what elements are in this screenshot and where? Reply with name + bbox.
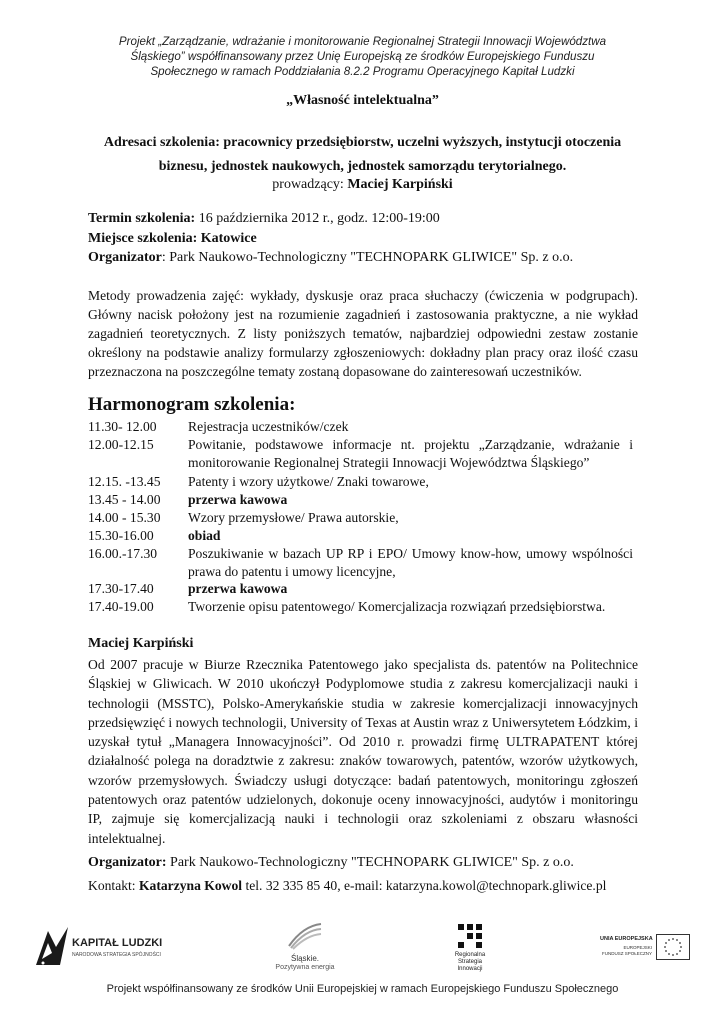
schedule-time: 17.40-19.00 bbox=[88, 599, 154, 614]
schedule-desc: przerwa kawowa bbox=[188, 581, 288, 596]
rsi-line-1: Regionalna bbox=[454, 952, 486, 958]
contact-details: tel. 32 335 85 40, e-mail: katarzyna.kowol@technopark.gliwice.pl bbox=[242, 878, 607, 893]
header-line-3: Społecznego w ramach Poddziałania 8.2.2 Programu Operacyjnego Kapitał Ludzki bbox=[150, 65, 575, 78]
schedule-desc: przerwa kawowa bbox=[188, 492, 288, 507]
kapital-ludzki-emblem-icon bbox=[34, 925, 70, 967]
trainer-name: Maciej Karpiński bbox=[347, 177, 453, 192]
footer-organizer bbox=[88, 855, 574, 871]
eu-flag-icon bbox=[656, 934, 690, 960]
slaskie-logo bbox=[270, 922, 340, 974]
rsi-line-3: Innowacji bbox=[457, 966, 483, 972]
trainer-label: prowadzący: bbox=[272, 177, 344, 192]
schedule-time: 12.00-12.15 bbox=[88, 437, 154, 452]
organizer-value: : Park Naukowo-Technologiczny "TECHNOPARK GLIWICE" Sp. z o.o. bbox=[161, 250, 574, 265]
schedule-desc: Patenty i wzory użytkowe/ Znaki towarowe, bbox=[188, 474, 429, 489]
slaskie-subtitle: Pozytywna energia bbox=[275, 964, 335, 971]
date-value: 16 października 2012 r., godz. 12:00-19:00 bbox=[198, 211, 440, 226]
schedule-time: 15.30-16.00 bbox=[88, 528, 154, 543]
kapital-ludzki-logo bbox=[34, 925, 184, 970]
contact-label: Kontakt: bbox=[88, 878, 139, 893]
header-line-2: Śląskiego” współfinansowany przez Unię Europejską ze środków Europejskiego Funduszu bbox=[130, 50, 595, 63]
schedule-time: 17.30-17.40 bbox=[88, 581, 154, 596]
schedule-desc: obiad bbox=[188, 528, 221, 543]
slaskie-title: Śląskie. bbox=[290, 954, 319, 963]
eu-subtitle-1: EUROPEJSKI bbox=[623, 945, 652, 950]
kapital-ludzki-subtitle: NARODOWA STRATEGIA SPÓJNOŚCI bbox=[72, 952, 161, 958]
schedule-time: 13.45 - 14.00 bbox=[88, 492, 161, 507]
bio-name: Maciej Karpiński bbox=[88, 636, 194, 651]
date-label: Termin szkolenia: bbox=[88, 211, 196, 226]
kapital-ludzki-title: KAPITAŁ LUDZKI bbox=[72, 937, 163, 949]
trainer bbox=[0, 177, 725, 193]
schedule-time: 12.15. -13.45 bbox=[88, 474, 161, 489]
document-title: „Własność intelektualna” bbox=[286, 93, 439, 108]
eu-title: UNIA EUROPEJSKA bbox=[600, 936, 653, 942]
methods-paragraph: Metody prowadzenia zajęć: wykłady, dyskusje oraz praca słuchaczy (ćwiczenia w podgrupach). Główny nacisk położony jest na rozumienie zagadnień i zastosowania praktyczne, a nie wykład zagadnień teoretycznych. Z listy poniższych tematów, najbardziej odpowiedni zestaw zostanie określony na podstawie analizy formularzy zgłoszeniowych: dokładny plan pracy oraz ilość czasu przeznaczona na poszczególne tematy zostaną dopasowane do zainteresowań uczestników. bbox=[88, 288, 638, 379]
rsi-text bbox=[440, 952, 500, 973]
place-label: Miejsce szkolenia: bbox=[88, 231, 198, 246]
place-value: Katowice bbox=[200, 231, 257, 246]
schedule-desc: Tworzenie opisu patentowego/ Komercjalizacja rozwiązań przedsiębiorstwa. bbox=[188, 599, 606, 614]
audience bbox=[60, 131, 665, 179]
rsi-grid-icon bbox=[456, 922, 484, 950]
audience-line-2: biznesu, jednostek naukowych, jednostek samorządu terytorialnego. bbox=[158, 159, 567, 174]
footer-organizer-value: Park Naukowo-Technologiczny "TECHNOPARK GLIWICE" Sp. z o.o. bbox=[166, 855, 574, 870]
project-header bbox=[60, 34, 665, 79]
training-date bbox=[88, 211, 440, 227]
rsi-logo bbox=[440, 922, 500, 977]
schedule-time: 11.30- 12.00 bbox=[88, 419, 157, 434]
schedule-desc: Poszukiwanie w bazach UP RP i EPO/ Umowy know-how, umowy wspólności prawa do patentu i umowy licencyjne, bbox=[188, 546, 633, 579]
header-line-1: Projekt „Zarządzanie, wdrażanie i monitorowanie Regionalnej Strategii Innowacji Województwa bbox=[118, 35, 607, 48]
audience-line-1: Adresaci szkolenia: pracownicy przedsiębiorstw, uczelni wyższych, instytucji otoczenia bbox=[103, 135, 622, 150]
schedule-desc: Powitanie, podstawowe informacje nt. projektu „Zarządzanie, wdrażanie i monitorowanie Regionalnej Strategii Innowacji Województwa Śląskiego” bbox=[188, 437, 633, 470]
schedule-desc: Wzory przemysłowe/ Prawa autorskie, bbox=[188, 510, 399, 525]
contact-name: Katarzyna Kowol bbox=[138, 878, 243, 893]
training-place bbox=[88, 231, 257, 247]
footer-organizer-label: Organizator: bbox=[88, 855, 167, 870]
rsi-line-2: Strategia bbox=[457, 959, 482, 965]
slaskie-swoosh-icon bbox=[285, 922, 325, 950]
schedule-time: 14.00 - 15.30 bbox=[88, 510, 161, 525]
training-organizer bbox=[88, 250, 573, 266]
eu-logo bbox=[600, 932, 692, 964]
schedule-time: 16.00.-17.30 bbox=[88, 546, 158, 561]
schedule-title: Harmonogram szkolenia: bbox=[88, 394, 296, 415]
contact-line bbox=[88, 878, 606, 894]
bio-paragraph: Od 2007 pracuje w Biurze Rzecznika Patentowego jako specjalista ds. patentów na Politechnice Śląskiej w Gliwicach. W 2010 ukończył Podyplomowe studia z zakresu komercjalizacji nauki i technologii (MSSTC), Polsko-Amerykańskie studia w zakresie komercjalizacji innowacyjnych przedsięwzięć i nowych technologii, University of Texas at Austin wraz z Uniwersytetem Łódzkim, i uzyskał tytuł „Managera Innowacyjności”. Od 2010 r. prowadzi firmę ULTRAPATENT której działalność polega na doradztwie z zakresu: znaków towarowych, patentów, wzorów użytkowych, wzorów przemysłowych. Świadczy usługi dotyczące: badań patentowych, monitoringu zgłoszeń patentowych oraz patentów udzielonych, dokonuje oceny innowacyjności, audytów i monitoringu IP, zajmuje się komercjalizacją nauki i technologii oraz szkoleniami z obszaru własności intelektualnej. bbox=[88, 657, 638, 846]
cofinancing-note: Projekt współfinansowany ze środków Unii Europejskiej w ramach Europejskiego Funduszu Społecznego bbox=[106, 983, 619, 995]
schedule-desc: Rejestracja uczestników/czek bbox=[188, 419, 349, 434]
eu-subtitle-2: FUNDUSZ SPOŁECZNY bbox=[601, 951, 652, 956]
organizer-label: Organizator bbox=[88, 250, 162, 265]
